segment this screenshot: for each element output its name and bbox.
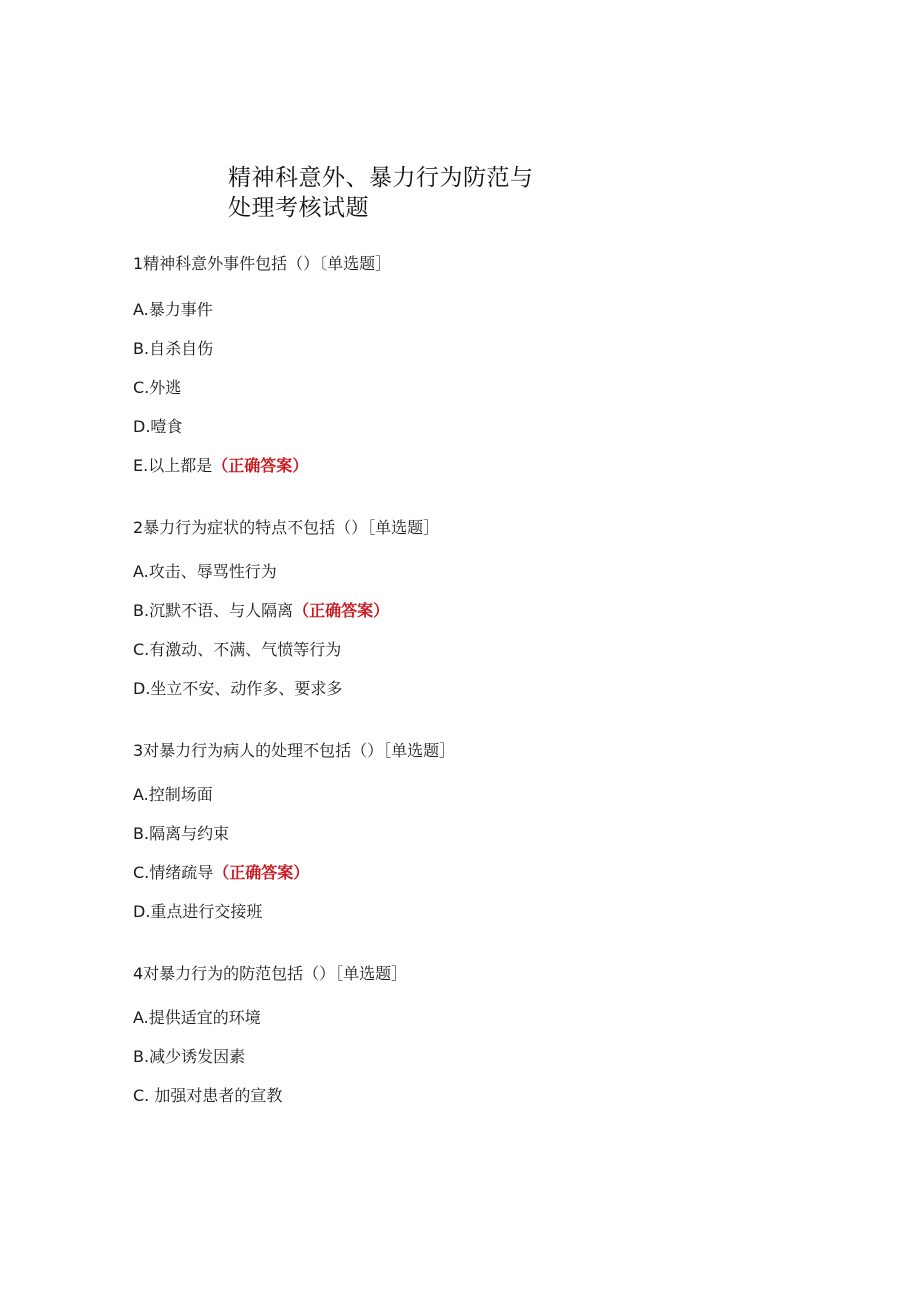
question-3-text: 3对暴力行为病人的处理不包括（）［单选题］ (133, 741, 456, 760)
option-label: C.情绪疏导 (133, 863, 214, 882)
correct-answer-mark: （正确答案） (293, 601, 390, 620)
option-label: D.噎食 (133, 417, 183, 436)
title-line-2: 处理考核试题 (228, 195, 369, 221)
q1-option-a[interactable] (133, 300, 213, 320)
q4-option-a[interactable] (133, 1008, 261, 1028)
option-label: B.减少诱发因素 (133, 1047, 246, 1066)
option-label: B.自杀自伤 (133, 339, 214, 358)
question-1-text: 1精神科意外事件包括（）〔单选题］ (133, 254, 392, 273)
correct-answer-mark: （正确答案） (213, 863, 310, 882)
q1-option-c[interactable] (133, 378, 181, 398)
q2-option-d[interactable] (133, 679, 342, 699)
q3-option-a[interactable] (133, 785, 213, 805)
q4-option-c[interactable] (133, 1086, 282, 1106)
option-label: C.外逃 (133, 378, 182, 397)
question-4-text: 4对暴力行为的防范包括（）［单选题］ (133, 964, 408, 983)
option-label: C. 加强对患者的宣教 (133, 1086, 283, 1105)
option-label: A.控制场面 (133, 785, 213, 804)
option-label: B.隔离与约束 (133, 824, 230, 843)
option-label: A.提供适宜的环境 (133, 1008, 261, 1027)
q2-option-b[interactable] (133, 601, 389, 621)
option-label: A.暴力事件 (133, 300, 213, 319)
option-label: D.重点进行交接班 (133, 902, 263, 921)
q3-option-d[interactable] (133, 902, 262, 922)
q2-option-c[interactable] (133, 640, 341, 660)
title-line-1: 精神科意外、暴力行为防范与 (228, 165, 534, 191)
option-label: A.攻击、辱骂性行为 (133, 562, 277, 581)
q4-option-b[interactable] (133, 1047, 245, 1067)
q1-option-e[interactable] (133, 456, 308, 476)
q1-option-b[interactable] (133, 339, 213, 359)
page-title (228, 163, 568, 223)
correct-answer-mark: （正确答案） (212, 456, 309, 475)
option-label: D.坐立不安、动作多、要求多 (133, 679, 343, 698)
option-label: C.有激动、不满、气愤等行为 (133, 640, 342, 659)
q1-option-d[interactable] (133, 417, 182, 437)
option-label: E.以上都是 (133, 456, 213, 475)
option-label: B.沉默不语、与人隔离 (133, 601, 294, 620)
question-2-text: 2暴力行为症状的特点不包括（）［单选题］ (133, 518, 440, 537)
q2-option-a[interactable] (133, 562, 277, 582)
q3-option-b[interactable] (133, 824, 229, 844)
q3-option-c[interactable] (133, 863, 309, 883)
